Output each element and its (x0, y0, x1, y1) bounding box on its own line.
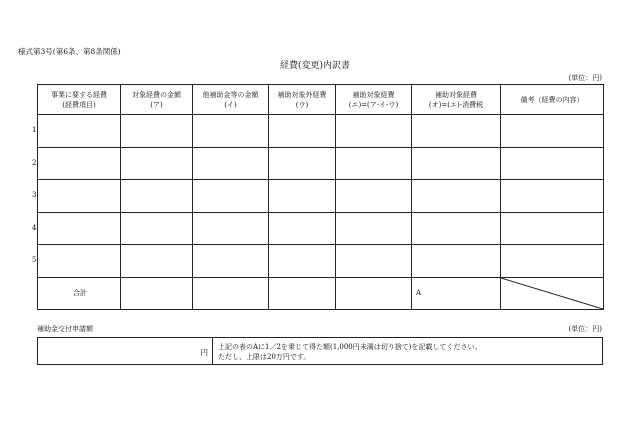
grant-amount-field[interactable] (38, 338, 213, 364)
cell[interactable] (269, 212, 336, 245)
cell[interactable] (38, 212, 121, 245)
cell[interactable] (121, 180, 193, 213)
cell[interactable] (193, 245, 269, 278)
table-row (38, 147, 604, 180)
cell[interactable] (501, 115, 604, 148)
row-number: 5 (32, 256, 37, 264)
col-eligible-ex-tax: 補助対象経費 (オ)=(エ)-消費税 (412, 85, 501, 115)
cell[interactable] (501, 245, 604, 278)
cell[interactable] (38, 147, 121, 180)
cell[interactable] (38, 115, 121, 148)
yen-label: 円 (200, 348, 208, 357)
table-row (38, 212, 604, 245)
col-remarks: 備考（経費の内容） (501, 85, 604, 115)
cell[interactable] (501, 180, 604, 213)
total-row (38, 277, 604, 309)
row-number: 3 (32, 191, 37, 199)
col-target-amount: 対象経費の金額 (ア) (121, 85, 193, 115)
cell[interactable] (193, 147, 269, 180)
cell[interactable] (121, 115, 193, 148)
cell[interactable] (412, 147, 501, 180)
grant-section-label: 補助金交付申請額 (37, 325, 93, 333)
expense-breakdown-table (37, 84, 604, 310)
cell[interactable] (193, 115, 269, 148)
cell[interactable] (121, 147, 193, 180)
cell[interactable] (269, 245, 336, 278)
row-number: 4 (32, 224, 37, 232)
cell[interactable] (269, 277, 336, 309)
cell[interactable] (121, 212, 193, 245)
table-row (38, 245, 604, 278)
table-row (38, 180, 604, 213)
cell[interactable] (412, 212, 501, 245)
table-row (38, 115, 604, 148)
grant-note (218, 342, 481, 362)
diagonal-cell (501, 277, 604, 309)
cell[interactable] (412, 115, 501, 148)
cell[interactable] (501, 212, 604, 245)
cell[interactable] (412, 245, 501, 278)
grant-unit-label: (単位：円) (568, 325, 602, 333)
cell[interactable] (269, 147, 336, 180)
form-number: 様式第3号(第6条、第8条関係) (18, 47, 121, 56)
cell[interactable] (269, 180, 336, 213)
cell[interactable] (336, 180, 412, 213)
cell[interactable] (336, 147, 412, 180)
col-expense-item: 事業に要する経費 (経費項目) (38, 85, 121, 115)
cell[interactable] (412, 180, 501, 213)
total-label: 合計 (38, 277, 121, 309)
grant-note-line: ただし、上限は20万円です。 (218, 353, 311, 361)
col-other-subsidy: 他補助金等の金額 (イ) (193, 85, 269, 115)
cell[interactable] (193, 212, 269, 245)
cell[interactable] (336, 212, 412, 245)
row-number: 1 (32, 126, 37, 134)
cell[interactable] (121, 245, 193, 278)
cell[interactable] (38, 180, 121, 213)
col-non-eligible: 補助対象外経費 (ウ) (269, 85, 336, 115)
cell[interactable] (336, 245, 412, 278)
col-eligible: 補助対象経費 (エ)=(ア-イ-ウ) (336, 85, 412, 115)
unit-label: (単位：円) (568, 74, 602, 82)
cell[interactable] (38, 245, 121, 278)
grant-amount-box (37, 337, 603, 365)
cell[interactable] (193, 277, 269, 309)
total-a-marker[interactable]: A (412, 277, 501, 309)
diagonal-line (501, 278, 603, 309)
cell[interactable] (121, 277, 193, 309)
header-row (38, 85, 604, 115)
cell[interactable] (336, 115, 412, 148)
cell[interactable] (501, 147, 604, 180)
cell[interactable] (269, 115, 336, 148)
grant-note-line: 上記の表のAに1／2を乗じて得た額(1,000円未満は切り捨て)を記載してください。 (218, 343, 482, 351)
cell[interactable] (336, 277, 412, 309)
document-title: 経費(変更)内訳書 (279, 61, 351, 71)
row-number: 2 (32, 159, 37, 167)
cell[interactable] (193, 180, 269, 213)
